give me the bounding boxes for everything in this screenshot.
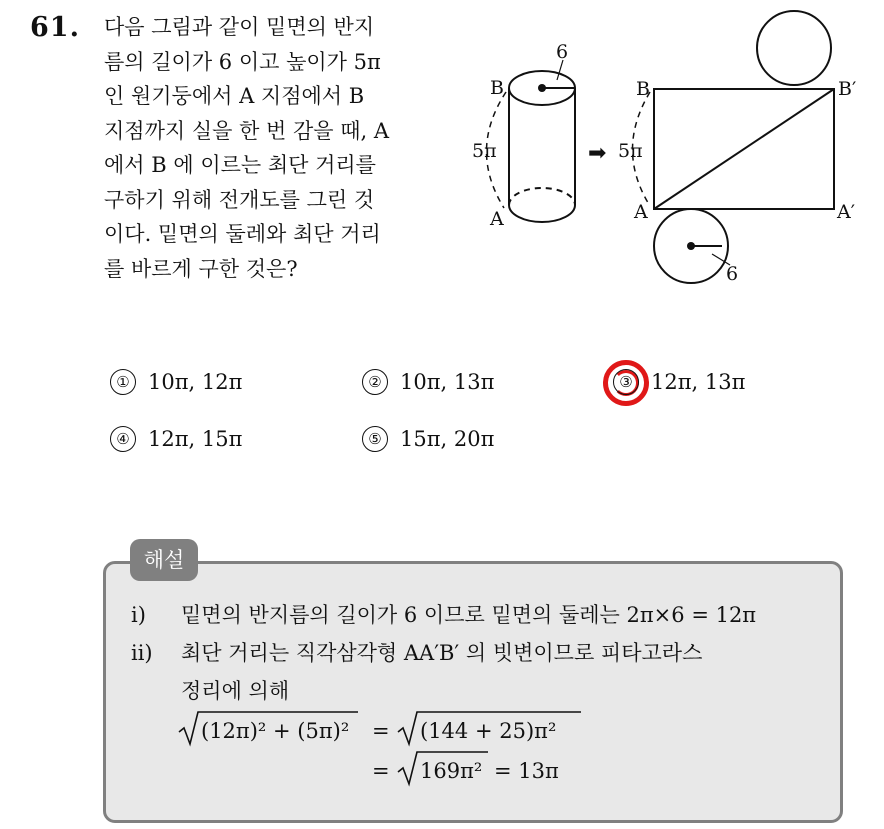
choice-number: ③: [613, 369, 639, 395]
choice-1[interactable]: [110, 369, 242, 395]
question-line: 에서 B 에 이르는 최단 거리를: [104, 153, 376, 177]
solution-tag: 해설: [130, 539, 198, 581]
arrow-icon: ➡: [588, 141, 607, 166]
net-center-dot: [687, 242, 695, 250]
cylinder-point-b: B: [490, 77, 504, 99]
question-line: 지점까지 실을 한 번 감을 때, A: [104, 118, 390, 143]
cylinder-point-a: A: [490, 208, 504, 230]
equation-1: [176, 708, 596, 752]
choice-text: 12π, 15π: [148, 427, 243, 451]
question-line: 인 원기둥에서 A 지점에서 B: [104, 84, 365, 108]
question-line: 이다. 밑면의 둘레와 최단 거리: [104, 222, 381, 246]
choice-4[interactable]: [110, 426, 242, 452]
cylinder-height-label: 5π: [472, 140, 497, 162]
choice-number: ⑤: [362, 426, 388, 452]
choice-text: 10π, 12π: [148, 370, 243, 394]
net-point-a: A: [634, 201, 648, 223]
net-point-b-prime: B′: [838, 78, 857, 100]
question-line: 를 바르게 구한 것은?: [104, 256, 298, 281]
eq2-result: = 13π: [494, 759, 559, 783]
cylinder-net: [633, 11, 835, 283]
eq1-right-radicand: (144 + 25)π²: [420, 719, 557, 743]
question-text: [104, 10, 454, 286]
step-text: 최단 거리는 직각삼각형 AA′B′ 의 빗변이므로 피타고라스: [181, 641, 703, 665]
choice-number: ②: [362, 369, 388, 395]
choice-number: ①: [110, 369, 136, 395]
choice-text: 12π, 13π: [651, 370, 746, 394]
choice-number: ④: [110, 426, 136, 452]
eq1-equals: =: [372, 719, 390, 743]
choice-text: 15π, 20π: [400, 427, 495, 451]
net-point-b: B: [636, 78, 650, 100]
choice-2[interactable]: [362, 369, 494, 395]
net-point-a-prime: A′: [837, 201, 856, 223]
choice-5[interactable]: [362, 426, 494, 452]
equation-2: [370, 748, 630, 792]
eq2-equals: =: [372, 759, 390, 783]
choice-3[interactable]: [613, 369, 745, 395]
question-number: 61.: [30, 12, 80, 43]
cylinder-radius-label: 6: [556, 41, 569, 63]
question-line: 름의 길이가 6 이고 높이가 5π: [104, 49, 381, 74]
net-radius-label: 6: [726, 263, 739, 285]
question-line: 다음 그림과 같이 밑면의 반지: [104, 15, 375, 39]
solution-step-2-cont: 정리에 의해: [181, 679, 290, 703]
cylinder-figure: [460, 0, 884, 300]
step-label: ⅰ): [131, 603, 146, 627]
net-height-label: 5π: [618, 140, 643, 162]
solution-step-1: [131, 599, 756, 629]
step-text: 밑면의 반지름의 길이가 6 이므로 밑면의 둘레는 2π×6 = 12π: [181, 603, 757, 627]
eq2-radicand: 169π²: [420, 759, 483, 783]
eq1-left-radicand: (12π)² + (5π)²: [201, 719, 350, 743]
cylinder-center-dot: [538, 84, 546, 92]
choice-text: 10π, 13π: [400, 370, 495, 394]
solution-step-2: [131, 637, 702, 667]
step-label: ⅱ): [131, 641, 153, 665]
question-line: 구하기 위해 전개도를 그린 것: [104, 187, 375, 212]
